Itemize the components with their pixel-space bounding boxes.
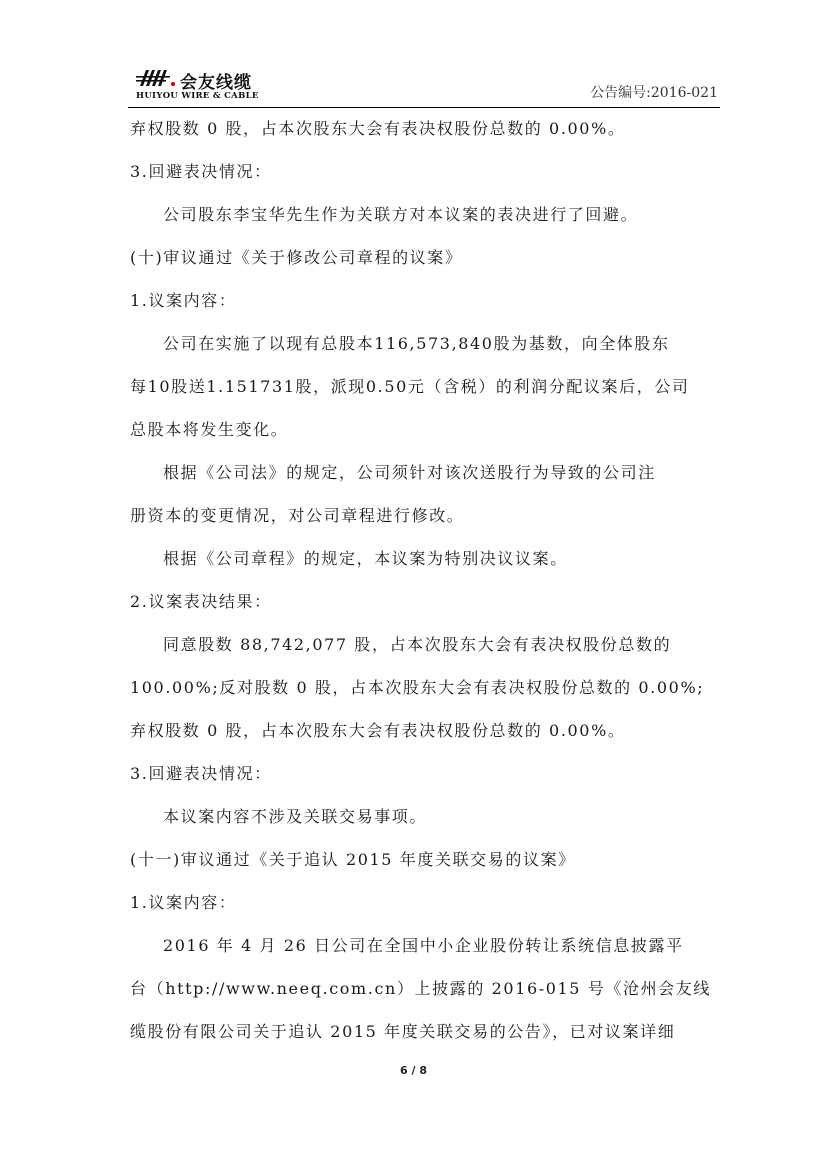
paragraph-line: 缆股份有限公司关于追认 2015 年度关联交易的公告》，已对议案详细 xyxy=(130,1022,676,1041)
section-heading: 3.回避表决情况： xyxy=(130,162,272,181)
paragraph-line: 2016 年 4 月 26 日公司在全国中小企业股份转让系统信息披露平 xyxy=(163,936,684,955)
logo-emblem-icon xyxy=(136,68,176,90)
document-body xyxy=(130,112,711,1042)
company-logo xyxy=(136,66,296,106)
page-header xyxy=(128,66,720,108)
section-heading: 3.回避表决情况： xyxy=(130,764,272,783)
paragraph-line: 每10股送1.151731股，派现0.50元（含税）的利润分配议案后，公司 xyxy=(130,377,690,396)
section-heading: 2.议案表决结果： xyxy=(130,592,272,611)
paragraph-line: 弃权股数 0 股，占本次股东大会有表决权股份总数的 0.00%。 xyxy=(130,721,626,740)
page-number: 6 / 8 xyxy=(400,1064,427,1077)
announcement-number: 公告编号:2016-021 xyxy=(590,85,718,101)
section-heading: 1.议案内容： xyxy=(130,291,237,310)
paragraph-line: 根据《公司法》的规定，公司须针对该次送股行为导致的公司注 xyxy=(163,463,656,482)
paragraph-line: 100.00%;反对股数 0 股，占本次股东大会有表决权股份总数的 0.00%; xyxy=(130,678,705,697)
motion-heading: (十)审议通过《关于修改公司章程的议案》 xyxy=(130,248,463,267)
logo-english-name: HUIYOU WIRE & CABLE xyxy=(136,91,259,101)
paragraph-line: 本议案内容不涉及关联交易事项。 xyxy=(163,807,428,826)
paragraph-line: 台（http://www.neeq.com.cn）上披露的 2016-015 号《沧州会友线 xyxy=(130,979,711,998)
paragraph-line: 根据《公司章程》的规定，本议案为特别决议议案。 xyxy=(163,549,568,568)
header-divider xyxy=(128,107,720,108)
paragraph-line: 册资本的变更情况，对公司章程进行修改。 xyxy=(130,506,465,525)
paragraph-line: 总股本将发生变化。 xyxy=(130,420,289,439)
text-line: 弃权股数 0 股，占本次股东大会有表决权股份总数的 0.00%。 xyxy=(130,119,626,138)
motion-heading: (十一)审议通过《关于追认 2015 年度关联交易的议案》 xyxy=(130,850,576,869)
paragraph-line: 同意股数 88,742,077 股，占本次股东大会有表决权股份总数的 xyxy=(163,635,672,654)
logo-chinese-name: 会友线缆 xyxy=(180,73,252,93)
paragraph-line: 公司在实施了以现有总股本116,573,840股为基数，向全体股东 xyxy=(163,334,670,353)
section-heading: 1.议案内容： xyxy=(130,893,237,912)
paragraph-line: 公司股东李宝华先生作为关联方对本议案的表决进行了回避。 xyxy=(163,205,639,224)
